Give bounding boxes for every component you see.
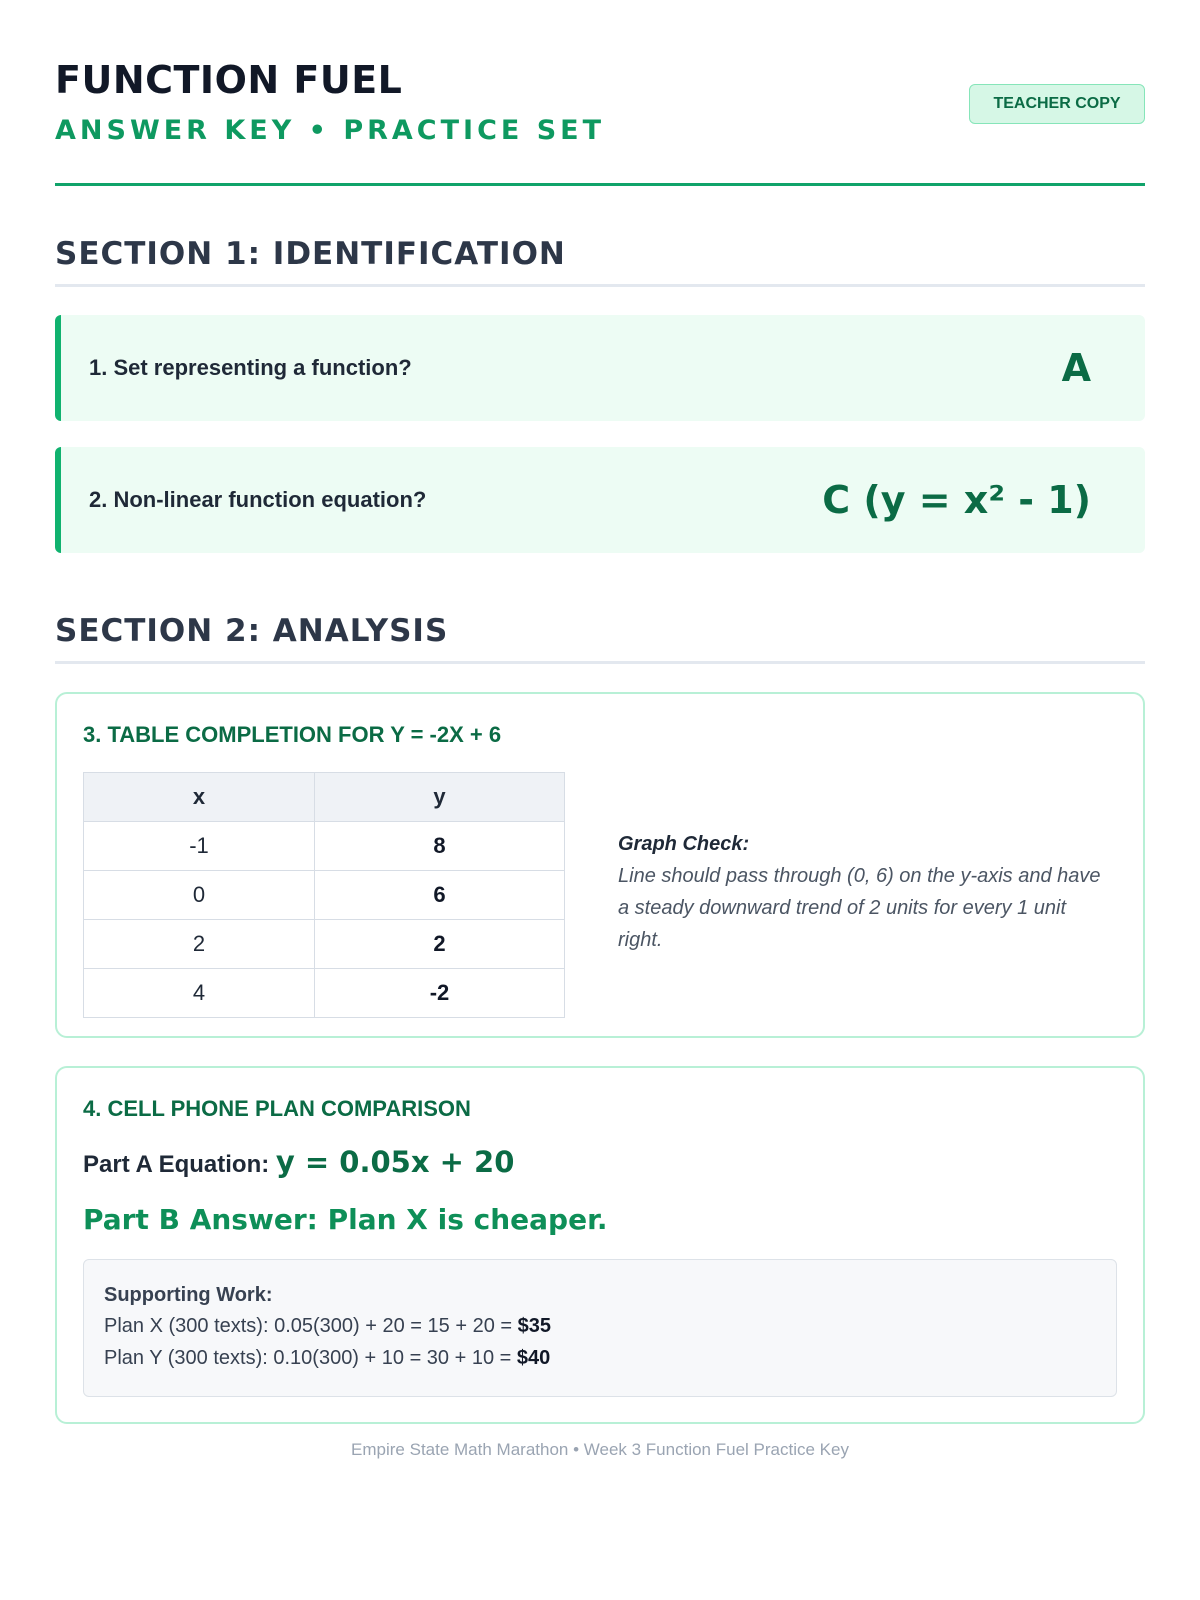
work-line-result: $40 xyxy=(516,1347,551,1369)
page-header xyxy=(55,0,1145,186)
part-b-answer: Part B Answer: Plan X is cheaper. xyxy=(83,1203,608,1236)
supporting-work-title: Supporting Work: xyxy=(104,1284,273,1306)
question-1-row xyxy=(55,315,1145,421)
work-line-text: Plan X (300 texts): 0.05(300) + 20 = 15 + 20 = xyxy=(104,1315,513,1337)
graph-check-label: Graph Check: xyxy=(618,833,750,855)
table-cell-x: -1 xyxy=(84,822,315,871)
page-footer: Empire State Math Marathon • Week 3 Function Fuel Practice Key xyxy=(351,1440,849,1459)
teacher-copy-badge: TEACHER COPY xyxy=(969,84,1145,124)
graph-check-note xyxy=(618,828,1108,1018)
table-row xyxy=(84,920,565,969)
section-2-title: SECTION 2: ANALYSIS xyxy=(55,611,1145,664)
question-1-text: 1. Set representing a function? xyxy=(89,355,412,380)
question-4-title: 4. CELL PHONE PLAN COMPARISON xyxy=(83,1096,471,1121)
page-title: FUNCTION FUEL xyxy=(55,58,403,102)
work-line-plan-y xyxy=(104,1342,1096,1374)
part-a-row xyxy=(83,1142,1117,1185)
page-subtitle: ANSWER KEY • PRACTICE SET xyxy=(55,115,606,146)
work-line-plan-x xyxy=(104,1310,1096,1342)
xy-table xyxy=(83,772,565,1018)
work-line-text: Plan Y (300 texts): 0.10(300) + 10 = 30 + 10 = xyxy=(104,1347,512,1369)
question-4-card xyxy=(55,1066,1145,1424)
part-a-label: Part A Equation: xyxy=(83,1151,270,1178)
table-row xyxy=(84,969,565,1018)
table-cell-y: -2 xyxy=(315,969,565,1018)
table-header-row xyxy=(84,773,565,822)
table-cell-x: 0 xyxy=(84,871,315,920)
table-cell-x: 2 xyxy=(84,920,315,969)
table-header-x: x xyxy=(84,773,315,822)
question-2-row xyxy=(55,447,1145,553)
table-row xyxy=(84,822,565,871)
table-row xyxy=(84,871,565,920)
question-3-content xyxy=(83,772,1117,1018)
question-3-title: 3. TABLE COMPLETION FOR Y = -2X + 6 xyxy=(83,722,502,747)
table-cell-y: 6 xyxy=(315,871,565,920)
table-cell-y: 8 xyxy=(315,822,565,871)
part-a-equation: y = 0.05x + 20 xyxy=(275,1145,515,1179)
question-1-answer: A xyxy=(1061,346,1091,390)
table-header-y: y xyxy=(315,773,565,822)
table-cell-x: 4 xyxy=(84,969,315,1018)
graph-check-text: Line should pass through (0, 6) on the y-axis and have a steady downward trend of 2 units for every 1 unit right. xyxy=(618,865,1101,951)
section-1-title: SECTION 1: IDENTIFICATION xyxy=(55,234,1145,287)
question-2-text: 2. Non-linear function equation? xyxy=(89,487,427,512)
supporting-work-box xyxy=(83,1259,1117,1397)
work-line-result: $35 xyxy=(517,1315,551,1337)
question-2-answer: C (y = x² - 1) xyxy=(822,478,1091,522)
table-cell-y: 2 xyxy=(315,920,565,969)
question-3-card xyxy=(55,692,1145,1038)
